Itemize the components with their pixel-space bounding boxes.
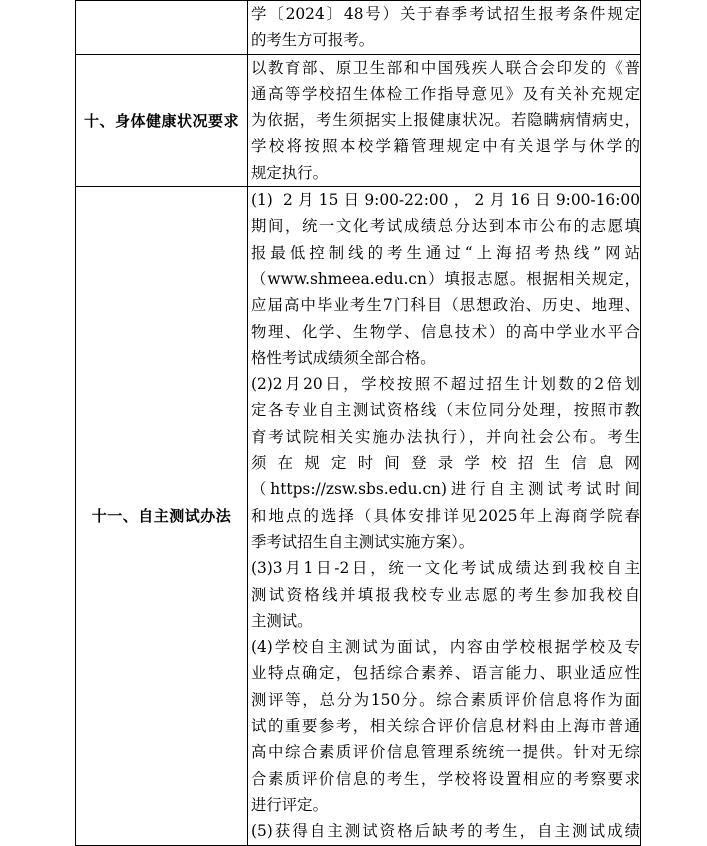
row-content — [248, 54, 641, 186]
text-line: 和地点的选择（具体安排详见2025年上海商学院春 — [251, 506, 640, 525]
row-content — [248, 187, 641, 845]
text-line: 测评等，总分为150分。综合素质评价信息将作为面 — [251, 690, 640, 709]
text-line: 学〔2024〕48号）关于春季考试招生报考条件规定 — [251, 5, 640, 23]
text-line: 为依据，考生须据实上报健康状况。若隐瞒病情病史， — [251, 111, 640, 130]
text-line: 主测试。 — [251, 611, 313, 630]
text-line: (2)2月20日，学校按照不超过招生计划数的2倍划 — [251, 375, 640, 394]
text-line: （www.shmeea.edu.cn）填报志愿。根据相关规定， — [251, 269, 640, 288]
text-line: 规定执行。 — [251, 163, 328, 182]
text-line: 报最低控制线的考生通过“上海招考热线”网站 — [251, 243, 640, 262]
text-line: (4)学校自主测试为面试，内容由学校根据学校及专 — [251, 638, 640, 657]
text-line: 业特点确定，包括综合素养、语言能力、职业适应性 — [251, 664, 640, 683]
text-line: 以教育部、原卫生部和中国残疾人联合会印发的《普 — [251, 58, 640, 77]
text-line: 须 在 规 定 时 间 登 录 学 校 招 生 信 息 网 — [251, 454, 640, 473]
text-line: 测试资格线并填报我校专业志愿的考生参加我校自 — [251, 585, 640, 604]
text-line: (3)3月1日-2日，统一文化考试成绩达到我校自主 — [251, 559, 640, 578]
text-line: (5)获得自主测试资格后缺考的考生，自主测试成绩 — [251, 822, 640, 841]
text-line: （https://zsw.sbs.edu.cn)进行自主测试考试时间 — [251, 480, 640, 499]
row-label: 十、身体健康状况要求 — [76, 54, 248, 186]
text-line: 定各专业自主测试资格线（末位同分处理，按照市教 — [251, 401, 640, 420]
row-label: 十一、自主测试办法 — [76, 187, 248, 845]
text-line: 应届高中毕业考生7门科目（思想政治、历史、地理、 — [251, 296, 640, 315]
text-line: 试的重要参考，相关综合评价信息材料由上海市普通 — [251, 717, 640, 736]
row-content — [248, 1, 641, 55]
text-line: 育考试院相关实施办法执行），并向社会公布。考生 — [251, 427, 640, 446]
text-line: (1) 2月15日9:00-22:00，2月16日9:00-16:00 — [251, 191, 640, 210]
table-row — [76, 1, 641, 55]
text-line: 期间，统一文化考试成绩总分达到本市公布的志愿填 — [251, 217, 640, 236]
text-line: 合素质评价信息的考生，学校将设置相应的考察要求 — [251, 769, 640, 788]
text-line: 高中综合素质评价信息管理系统统一提供。针对无综 — [251, 743, 640, 762]
text-line: 的考生方可报考。 — [251, 31, 375, 50]
text-line: 学校将按照本校学籍管理规定中有关退学与休学的 — [251, 137, 640, 156]
text-line: 格性考试成绩须全部合格。 — [251, 348, 436, 367]
text-line: 进行评定。 — [251, 795, 328, 814]
text-line: 季考试招生自主测试实施方案）。 — [251, 532, 475, 551]
text-line: 物理、化学、生物学、信息技术）的高中学业水平合 — [251, 322, 640, 341]
table-row — [76, 54, 641, 186]
text-line: 通高等学校招生体检工作指导意见》及有关补充规定 — [251, 84, 640, 103]
admission-rules-table — [75, 0, 641, 846]
row-label — [76, 1, 248, 55]
table-row — [76, 187, 641, 845]
